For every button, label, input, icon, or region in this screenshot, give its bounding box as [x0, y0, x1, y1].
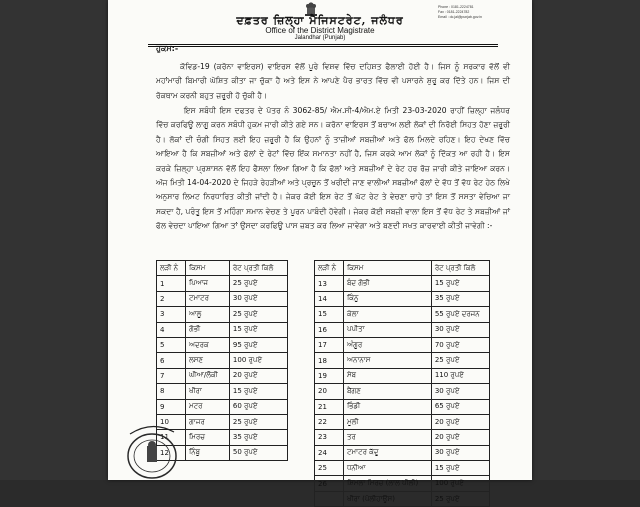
cell-rate: 70 ਰੁਪਏ: [431, 337, 489, 352]
cell-item: ਟਮਾਟਰ ਕੱਦੂ: [344, 445, 432, 460]
cell-rate: 50 ਰੁਪਏ: [229, 445, 287, 460]
table-row: [157, 276, 288, 291]
col-header-rate: ਰੇਟ ਪ੍ਰਤੀ ਕਿਲੋ: [229, 261, 287, 276]
cell-rate: 100 ਰੁਪਏ: [431, 476, 489, 491]
table-row: [315, 368, 490, 383]
cell-sr: 21: [315, 399, 344, 414]
contact-phone: Phone : 0181-2224781: [438, 5, 474, 9]
cell-sr: 15: [315, 307, 344, 322]
cell-item: ਧਨੀਆ: [344, 461, 432, 476]
table-row: [157, 322, 288, 337]
cell-item: ਕੇਲਾ: [344, 307, 432, 322]
col-header-rate: ਰੇਟ ਪ੍ਰਤੀ ਕਿਲੋ: [431, 261, 489, 276]
cell-item: ਖੀਰਾ (ਪੋਲੀਹਾਊਸ): [344, 491, 432, 506]
table-row: [315, 337, 490, 352]
cell-sr: 18: [315, 353, 344, 368]
cell-sr: 3: [157, 307, 186, 322]
cell-sr: 19: [315, 368, 344, 383]
cell-sr: 23: [315, 430, 344, 445]
cell-item: ਗਾਜਰ: [186, 414, 230, 429]
table-row: [157, 353, 288, 368]
cell-sr: 16: [315, 322, 344, 337]
table-row: [157, 399, 288, 414]
table-row: [315, 476, 490, 491]
cell-rate: 25 ਰੁਪਏ: [229, 414, 287, 429]
cell-item: ਘੀਆ/ਲੌਕੀ: [186, 368, 230, 383]
cell-item: ਗੋਭੀ: [186, 322, 230, 337]
cell-item: ਪਪੀਤਾ: [344, 322, 432, 337]
cell-rate: 15 ਰੁਪਏ: [431, 461, 489, 476]
table-row: [315, 399, 490, 414]
table-row: [315, 322, 490, 337]
cell-item: ਟਮਾਟਰ: [186, 291, 230, 306]
office-subtitle: Office of the District Magistrate: [265, 26, 375, 35]
cell-rate: 35 ਰੁਪਏ: [431, 291, 489, 306]
cell-item: ਆਲੂ: [186, 307, 230, 322]
cell-sr: 1: [157, 276, 186, 291]
cell-item: ਤਰ: [344, 430, 432, 445]
table-row: [315, 291, 490, 306]
table-row: [315, 353, 490, 368]
cell-rate: 25 ਰੁਪਏ: [431, 353, 489, 368]
cell-rate: 95 ਰੁਪਏ: [229, 337, 287, 352]
table-row: [315, 307, 490, 322]
table-row: [157, 337, 288, 352]
cell-rate: 60 ਰੁਪਏ: [229, 399, 287, 414]
cell-sr: 6: [157, 353, 186, 368]
col-header-sr: ਲੜੀ ਨੰ: [157, 261, 186, 276]
cell-sr: 14: [315, 291, 344, 306]
table-row: [315, 414, 490, 429]
cell-rate: 30 ਰੁਪਏ: [431, 322, 489, 337]
cell-sr: 25: [315, 461, 344, 476]
cell-rate: 20 ਰੁਪਏ: [229, 368, 287, 383]
office-title: ਦਫ਼ਤਰ ਜ਼ਿਲ੍ਹਾ ਮੈਜਿਸਟਰੇਟ, ਜਲੰਧਰ: [236, 14, 404, 27]
table-header-row: [157, 261, 288, 276]
cell-sr: 17: [315, 337, 344, 352]
order-heading: ਹੁਕਮ:-: [156, 44, 179, 53]
cell-sr: 26: [315, 476, 344, 491]
cell-rate: 35 ਰੁਪਏ: [229, 430, 287, 445]
table-row: [157, 291, 288, 306]
cell-sr: 2: [157, 291, 186, 306]
table-row: [315, 430, 490, 445]
cell-sr: [315, 491, 344, 506]
cell-rate: 15 ਰੁਪਏ: [431, 276, 489, 291]
document-page: [108, 0, 532, 503]
table-row: [157, 368, 288, 383]
table-row: [315, 491, 490, 506]
cell-sr: 10: [157, 414, 186, 429]
cell-item: ਮੂਲੀ: [344, 414, 432, 429]
contact-block: [438, 5, 482, 20]
cell-item: ਭਿੰਡੀ: [344, 399, 432, 414]
cell-item: ਅਨਾਨਾਸ: [344, 353, 432, 368]
header-divider-2: [148, 46, 498, 47]
cell-rate: 25 ਰੁਪਏ: [229, 307, 287, 322]
cell-rate: 25 ਰੁਪਏ: [431, 491, 489, 506]
contact-fax: Fax : 0181-2224782: [438, 10, 470, 14]
header-divider: [148, 44, 498, 45]
cell-sr: 4: [157, 322, 186, 337]
col-header-sr: ਲੜੀ ਨੰ: [315, 261, 344, 276]
contact-email: Email : dc.jal@punjab.gov.in: [438, 15, 482, 19]
table-row: [157, 384, 288, 399]
cell-rate: 100 ਰੁਪਏ: [229, 353, 287, 368]
cell-sr: 5: [157, 337, 186, 352]
table-row: [315, 445, 490, 460]
table-row: [315, 276, 490, 291]
cell-item: ਕਿੰਨੂ: [344, 291, 432, 306]
cell-sr: 12: [157, 445, 186, 460]
cell-rate: 25 ਰੁਪਏ: [229, 276, 287, 291]
cell-sr: 8: [157, 384, 186, 399]
cell-rate: 15 ਰੁਪਏ: [229, 322, 287, 337]
order-paragraph-1: ਕੋਵਿਡ-19 (ਕਰੋਨਾ ਵਾਇਰਸ) ਵਾਇਰਸ ਵੱਲੋਂ ਪੂਰੇ ਵਿਸ਼ਵ ਵਿੱਚ ਦਹਿਸ਼ਤ ਫੈਲਾਈ ਹੋਈ ਹੈ। ਜਿਸ ਨੂੰ ਸਰਕਾਰ ਵੱਲੋਂ ਵੀ ਮਹਾਂਮਾਰੀ ਬਿਮਾਰੀ ਘੋਸ਼ਿਤ ਕੀਤਾ ਜਾ ਚੁੱਕਾ ਹੈ ਅਤੇ ਇਸ ਨੇ ਆਪਣੇ ਪੈਰ ਭਾਰਤ ਵਿੱਚ ਵੀ ਪਸਾਰਨੇ ਸ਼ੁਰੂ ਕਰ ਦਿੱਤੇ ਹਨ। ਜਿਸ ਦੀ ਰੋਕਥਾਮ ਕਰਨੀ ਬਹੁਤ ਜ਼ਰੂਰੀ ਹੋ ਚੁੱਕੀ ਹੈ।: [156, 62, 510, 100]
cell-item: ਪਿਆਜ: [186, 276, 230, 291]
cell-item: ਲਸਣ: [186, 353, 230, 368]
cell-item: ਸ਼ਿਮਲਾ ਮਿਰਚ (ਲਾਲ ਪੀਲੀ): [344, 476, 432, 491]
cell-item: ਅੰਗੂਰ: [344, 337, 432, 352]
cell-rate: 55 ਰੁਪਏ ਦਰਜਨ: [431, 307, 489, 322]
table-row: [315, 461, 490, 476]
cell-rate: 30 ਰੁਪਏ: [431, 445, 489, 460]
cell-sr: 20: [315, 384, 344, 399]
cell-item: ਮਿਰਚ: [186, 430, 230, 445]
table-header-row: [315, 261, 490, 276]
cell-rate: 20 ਰੁਪਏ: [431, 414, 489, 429]
official-stamp-seal: [124, 416, 180, 480]
cell-item: ਅਦਰਕ: [186, 337, 230, 352]
cell-rate: 30 ਰੁਪਏ: [229, 291, 287, 306]
cell-item: ਮਟਰ: [186, 399, 230, 414]
cell-sr: 24: [315, 445, 344, 460]
cell-sr: 13: [315, 276, 344, 291]
office-location: Jalandhar (Punjab): [294, 35, 346, 41]
cell-item: ਬੈਂਗਣ: [344, 384, 432, 399]
col-header-item: ਕਿਸਮ: [344, 261, 432, 276]
cell-rate: 20 ਰੁਪਏ: [431, 430, 489, 445]
cell-sr: 9: [157, 399, 186, 414]
cell-sr: 11: [157, 430, 186, 445]
cell-rate: 65 ਰੁਪਏ: [431, 399, 489, 414]
cell-item: ਬੰਦ ਗੋਭੀ: [344, 276, 432, 291]
order-paragraph-2: ਇਸ ਸਬੰਧੀ ਇਸ ਦਫਤਰ ਦੇ ਪੱਤਰ ਨੰ 3062-85/ ਐਮ.ਸੀ-4/ਐਮ.ਏ ਮਿਤੀ 23-03-2020 ਰਾਹੀਂ ਜ਼ਿਲ੍ਹਾ ਜਲੰਧਰ ਵਿੱਚ ਕਰਫਿਊ ਲਾਗੂ ਕਰਨ ਸਬੰਧੀ ਹੁਕਮ ਜਾਰੀ ਕੀਤੇ ਗਏ ਸਨ। ਕਰੋਨਾ ਵਾਇਰਸ ਤੋਂ ਬਚਾਅ ਲਈ ਲੋਕਾਂ ਦੀ ਨਿਰੋਈ ਸਿਹਤ ਹੋਣਾ ਜ਼ਰੂਰੀ ਹੈ। ਲੋਕਾਂ ਦੀ ਚੰਗੀ ਸਿਹਤ ਲਈ ਇਹ ਜ਼ਰੂਰੀ ਹੈ ਕਿ ਉਹਨਾਂ ਨੂੰ ਤਾਜ਼ੀਆਂ ਸਬਜ਼ੀਆਂ ਅਤੇ ਫੱਲ ਮਿਲਦੇ ਰਹਿਣ। ਇਹ ਦੇਖਣ ਵਿੱਚ ਆਇਆ ਹੈ ਕਿ ਸਬਜ਼ੀਆਂ ਅਤੇ ਫੱਲਾਂ ਦੇ ਰੇਟਾਂ ਵਿੱਚ ਇੱਕ ਸਮਾਨਤਾ ਨਹੀਂ ਹੈ, ਜਿਸ ਕਰਕੇ ਆਮ ਲੋਕਾਂ ਨੂੰ ਦਿੱਕਤ ਆ ਰਹੀ ਹੈ। ਇਸ ਕਰਕੇ ਜ਼ਿਲ੍ਹਾ ਪ੍ਰਸ਼ਾਸਨ ਵੱਲੋਂ ਇਹ ਫੈਸਲਾ ਲਿਆ ਗਿਆ ਹੈ ਕਿ ਫੱਲਾਂ ਅਤੇ ਸਬਜ਼ੀਆਂ ਦੇ ਰੇਟ ਹਰ ਰੋਜ਼ ਜਾਰੀ ਕੀਤੇ ਜਾਇਆ ਕਰਨ। ਅੱਜ ਮਿਤੀ 14-04-2020 ਦੇ ਜਿਹੜੇ ਰੇਹੜੀਆਂ ਅਤੇ ਪ੍ਰਚੂਨ ਤੋਂ ਖਰੀਦੀ ਜਾਣ ਵਾਲੀਆਂ ਸਬਜ਼ੀਆਂ ਫੱਲਾਂ ਦੇ ਵੱਧ ਤੋਂ ਵੱਧ ਰੇਟ ਹੇਠ ਲਿਖੇ ਅਨੁਸਾਰ ਲਿਮਟ ਨਿਰਧਾਰਿਤ ਕੀਤੀ ਜਾਂਦੀ ਹੈ। ਜੇਕਰ ਕੋਈ ਇਸ ਰੇਟ ਤੋਂ ਘੱਟ ਰੇਟ ਤੇ ਵੇਚਣਾ ਚਾਹੇ ਤਾਂ ਇਸ ਤੋਂ ਸਸਤਾ ਵੇਚਿਆ ਜਾ ਸਕਦਾ ਹੈ, ਪਰੰਤੂ ਇਸ ਤੋਂ ਮਹਿੰਗਾ ਸਮਾਨ ਵੇਚਣ ਤੇ ਪੂਰਨ ਪਾਬੰਦੀ ਹੋਵੇਗੀ। ਜੇਕਰ ਕੋਈ ਸਬਜ਼ੀ ਵਾਲਾ ਇਸ ਤੋਂ ਵੱਧ ਰੇਟ ਤੇ ਸਬਜ਼ੀਆਂ ਜਾਂ ਫੱਲ ਵੇਚਦਾ ਪਾਇਆ ਗਿਆ ਤਾਂ ਉਸਦਾ ਕਰਫਿਊ ਪਾਸ ਜ਼ਬਤ ਕਰ ਲਿਆ ਜਾਵੇਗਾ ਅਤੇ ਬਣਦੀ ਸਖਤ ਕਾਰਵਾਈ ਕੀਤੀ ਜਾਵੇਗੀ :-: [156, 106, 510, 231]
rates-table-right: [314, 260, 490, 507]
table-row: [315, 384, 490, 399]
cell-sr: 7: [157, 368, 186, 383]
cell-sr: 22: [315, 414, 344, 429]
cell-item: ਸੇਬ: [344, 368, 432, 383]
cell-rate: 110 ਰੁਪਏ: [431, 368, 489, 383]
cell-item: ਨਿੰਬੂ: [186, 445, 230, 460]
col-header-item: ਕਿਸਮ: [186, 261, 230, 276]
table-row: [157, 307, 288, 322]
cell-item: ਖੀਰਾ: [186, 384, 230, 399]
cell-rate: 15 ਰੁਪਏ: [229, 384, 287, 399]
cell-rate: 30 ਰੁਪਏ: [431, 384, 489, 399]
